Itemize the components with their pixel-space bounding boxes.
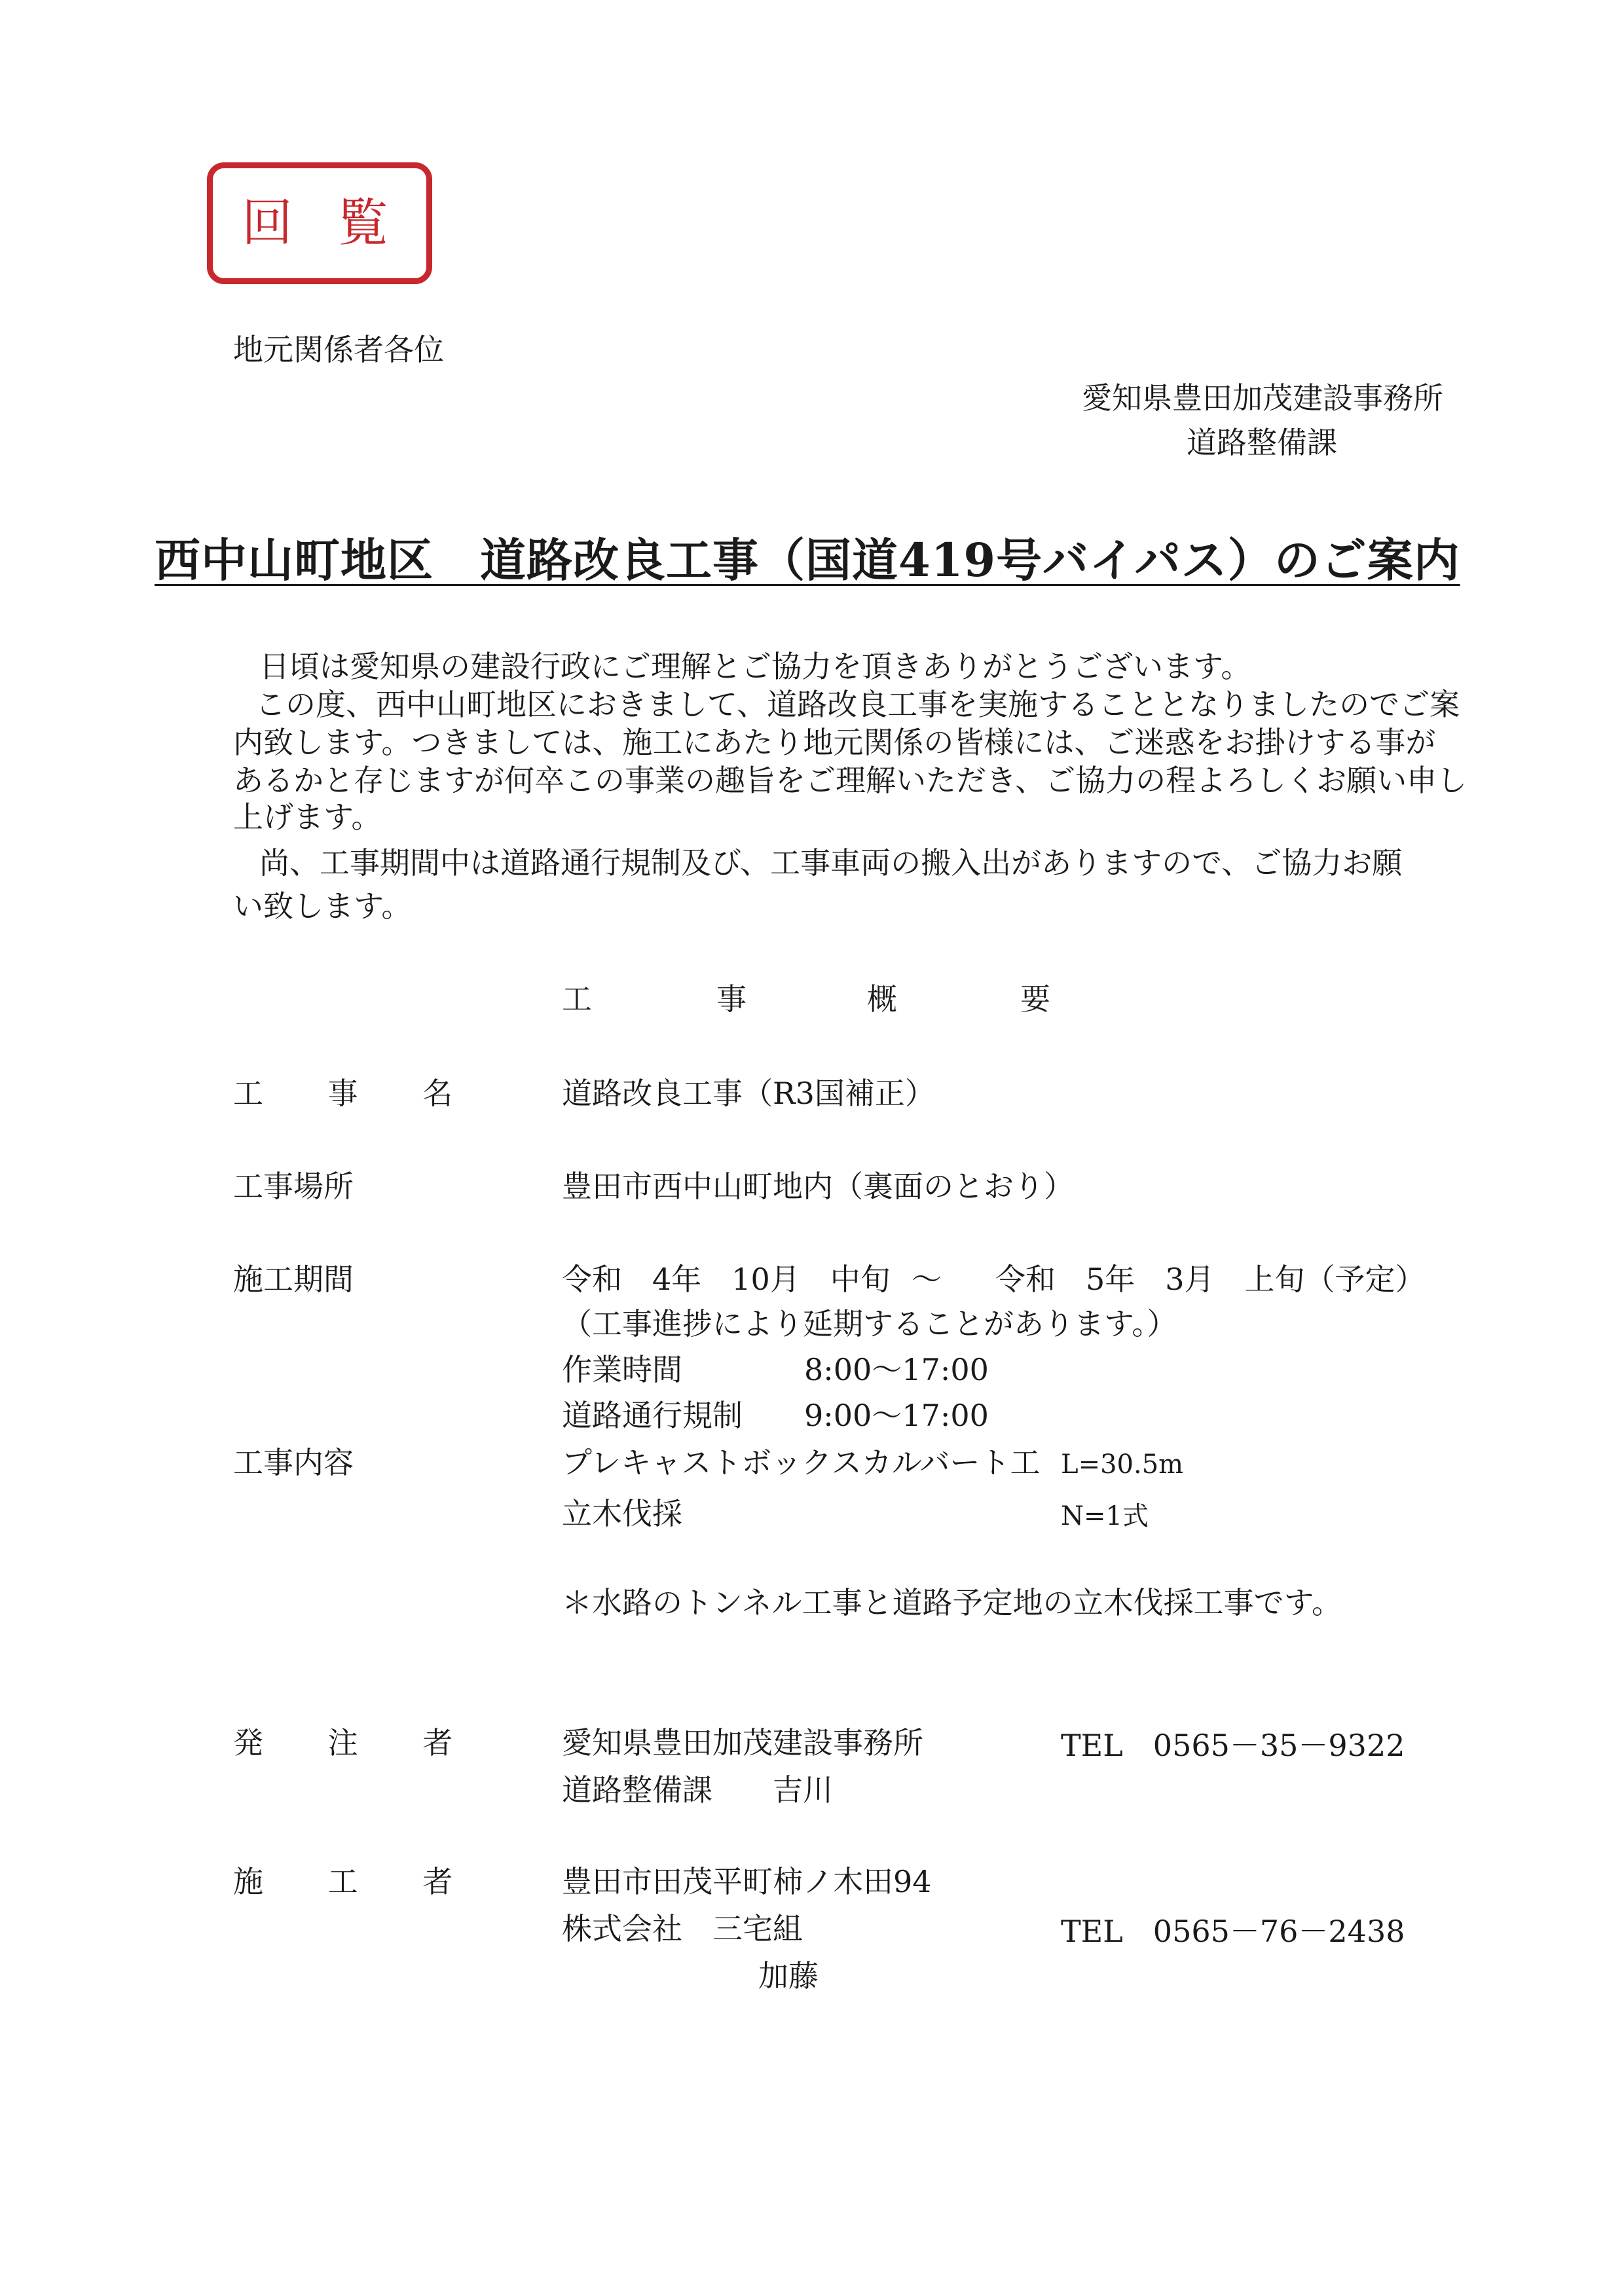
overview-heading-char: 事 <box>716 981 747 1017</box>
period-note: （工事進捗により延期することがあります。） <box>562 1306 1177 1341</box>
sender-section: 道路整備課 <box>1187 425 1337 460</box>
value-project-name: 道路改良工事（R3国補正） <box>562 1076 935 1111</box>
body-line: 日頃は愛知県の建設行政にご理解とご協力を頂きありがとうございます。 <box>259 649 1251 684</box>
content-note: ＊水路のトンネル工事と道路予定地の立木伐採工事です。 <box>562 1585 1342 1620</box>
addressee: 地元関係者各位 <box>233 332 444 367</box>
body-line: この度、西中山町地区におきまして、道路改良工事を実施することとなりましたのでご案 <box>255 687 1460 722</box>
contractor-address: 豊田市田茂平町柿ノ木田94 <box>562 1864 932 1899</box>
client-office: 愛知県豊田加茂建設事務所 <box>562 1725 923 1760</box>
body-line: い致します。 <box>233 888 412 924</box>
content-item-1: プレキャストボックスカルバート工 <box>562 1445 1041 1480</box>
label-client: 発 注 者 <box>233 1725 481 1760</box>
label-project-name: 工 事 名 <box>233 1076 481 1111</box>
label-contractor: 施 工 者 <box>233 1864 481 1899</box>
label-period: 施工期間 <box>233 1262 354 1297</box>
content-qty-2: N=1式 <box>1061 1501 1149 1531</box>
stamp-char-2: 覧 <box>337 194 389 253</box>
period-from: 令和 4年 10月 中旬 <box>562 1262 891 1297</box>
label-project-place: 工事場所 <box>233 1169 354 1204</box>
work-hours-label: 作業時間 <box>562 1352 682 1387</box>
stamp-char-1: 回 <box>242 194 293 253</box>
client-tel: TEL 0565－35－9322 <box>1061 1728 1405 1763</box>
traffic-label: 道路通行規制 <box>562 1398 743 1433</box>
page-title: 西中山町地区 道路改良工事（国道419号バイパス）のご案内 <box>155 533 1460 587</box>
body-line: 上げます。 <box>233 799 382 835</box>
content-qty-1: L=30.5m <box>1061 1449 1184 1480</box>
period-tilde: ～ <box>912 1262 942 1297</box>
body-line: あるかと存じますが何卒この事業の趣旨をご理解いただき、ご協力の程よろしくお願い申し <box>233 763 1467 798</box>
period-to: 令和 5年 3月 上旬（予定） <box>995 1262 1426 1297</box>
body-line: 尚、工事期間中は道路通行規制及び、工事車両の搬入出がありますので、ご協力お願 <box>259 845 1403 881</box>
client-section: 道路整備課 吉川 <box>562 1772 833 1808</box>
contractor-company: 株式会社 三宅組 <box>562 1911 803 1946</box>
overview-heading-char: 工 <box>562 981 592 1017</box>
work-hours-value: 8:00～17:00 <box>804 1352 989 1387</box>
content-item-2: 立木伐採 <box>562 1496 682 1531</box>
sender-office: 愛知県豊田加茂建設事務所 <box>1082 380 1443 416</box>
body-line: 内致します。つきましては、施工にあたり地元関係の皆様には、ご迷惑をお掛けする事が <box>233 725 1436 760</box>
overview-heading-char: 概 <box>867 981 897 1017</box>
traffic-value: 9:00～17:00 <box>804 1398 989 1433</box>
overview-heading-char: 要 <box>1020 981 1050 1017</box>
contractor-person: 加藤 <box>758 1958 819 1994</box>
circulation-stamp <box>207 162 432 284</box>
value-project-place: 豊田市西中山町地内（裏面のとおり） <box>562 1169 1074 1204</box>
contractor-tel: TEL 0565－76－2438 <box>1061 1914 1405 1949</box>
label-content: 工事内容 <box>233 1445 354 1480</box>
